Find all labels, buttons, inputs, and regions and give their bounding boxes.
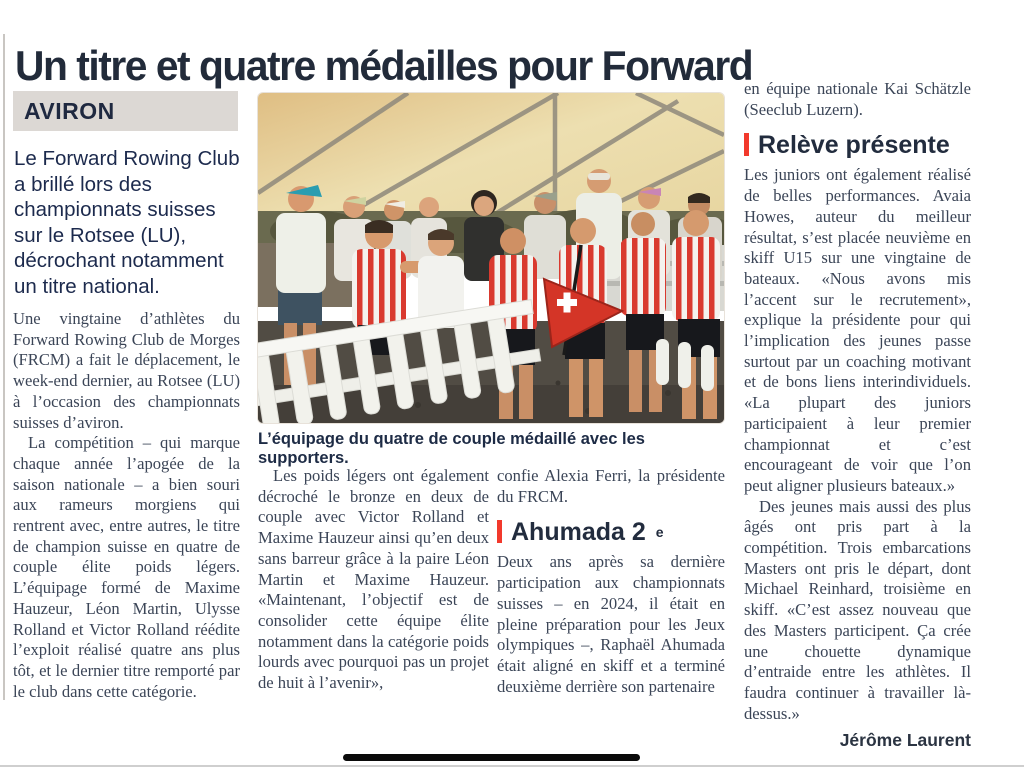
byline: Jérôme Laurent <box>839 730 971 751</box>
team-photo-illustration <box>258 93 724 423</box>
section-heading-text: Relève présente <box>758 130 950 159</box>
article-headline: Un titre et quatre médailles pour Forward <box>15 42 753 90</box>
paragraph: en équipe nationale Kai Schätzle (Seeclub Luzern). <box>744 79 971 119</box>
left-body-column <box>13 309 240 702</box>
paragraph: Deux ans après sa dernière participation aux championnats suisses – en 2024, il était en pleine préparation pour les Jeux olympiques –, Raphaël Ahumada était aligné en skiff et a terminé deuxième derrière son partenaire <box>497 552 725 696</box>
paragraph: Les juniors ont également réalisé de belles performances. Avaia Howes, auteur du meilleur résultat, s’est placée neuvième en skiff U15 sur une vingtaine de bateaux. «Nous avons mis l’accent sur le recrutement», explique la présidente pour qui l’implication des jeunes passe surtout par un coaching motivant et de bons liens interindividuels. «La plupart des juniors participaient à leur premier championnat et c’est encourageant de voir que l’on peut aligner plusieurs bateaux.» <box>744 165 971 495</box>
paragraph: Les poids légers ont également décroché le bronze en deux de couple avec Victor Rolland et Maxime Hauzeur ainsi qu’en deux sans barreur grâce à la paire Léon Martin et Maxime Hauzeur. «Maintenant, l’objectif est de consolider cette équipe élite notamment dans la catégorie poids lourds avec pourquoi pas un projet de huit à l’avenir», <box>258 466 489 693</box>
section-kicker <box>13 91 238 131</box>
home-indicator-bar[interactable] <box>343 754 640 761</box>
kicker-label: AVIRON <box>24 97 115 124</box>
right-body-column <box>744 79 971 751</box>
photo-caption: L’équipage du quatre de couple médaillé avec les supporters. <box>258 430 645 467</box>
paragraph: Des jeunes mais aussi des plus âgés ont pris part à la compétition. Trois embarcations Masters ont pris le départ, dont Michael Reinhard, troisième en skiff. «C’est assez nouveau que des Masters participent. Ça crée une chouette dynamique d’entraide entre les athlètes. Il faudra continuer à travailler là-dessus.» <box>744 496 971 723</box>
paragraph: Une vingtaine d’athlètes du Forward Rowing Club de Morges (FRCM) a fait le déplacement, le week-end dernier, au Rotsee (LU) à l’occasion des championnats suisses d’aviron. <box>13 309 240 432</box>
paragraph: La compétition – qui marque chaque année l’apogée de la saison nationale – a bien souri aux rameurs morgiens qui rentrent avec, entre autres, le titre de champion suisse en quatre de couple élite poids légers. L’équipage formé de Maxime Hauzeur, Léon Martin, Ulysse Rolland et Victor Rolland réédite l’exploit réalisé quatre ans plus tôt, et le dernier titre remporté par le club dans cette catégorie. <box>13 433 240 701</box>
red-bar-icon <box>744 133 749 156</box>
team-photo <box>258 93 724 423</box>
fence-right-section <box>656 339 714 391</box>
red-bar-icon <box>497 520 502 543</box>
section-heading-text: Ahumada 2 <box>511 517 646 546</box>
ordinal-superscript: e <box>655 524 664 541</box>
paragraph: confie Alexia Ferri, la présidente du FRCM. <box>497 466 725 506</box>
article-lead: Le Forward Rowing Club a brillé lors des championnats suisses sur le Rotsee (LU), décrochant notamment un titre national. <box>14 147 240 298</box>
section-heading-ahumada <box>497 517 725 546</box>
section-heading-releve <box>744 130 971 159</box>
bottom-edge-divider <box>0 765 1024 767</box>
left-column-rule <box>3 34 5 700</box>
middle-body-column-left <box>258 466 489 694</box>
middle-body-column-right <box>497 466 725 697</box>
